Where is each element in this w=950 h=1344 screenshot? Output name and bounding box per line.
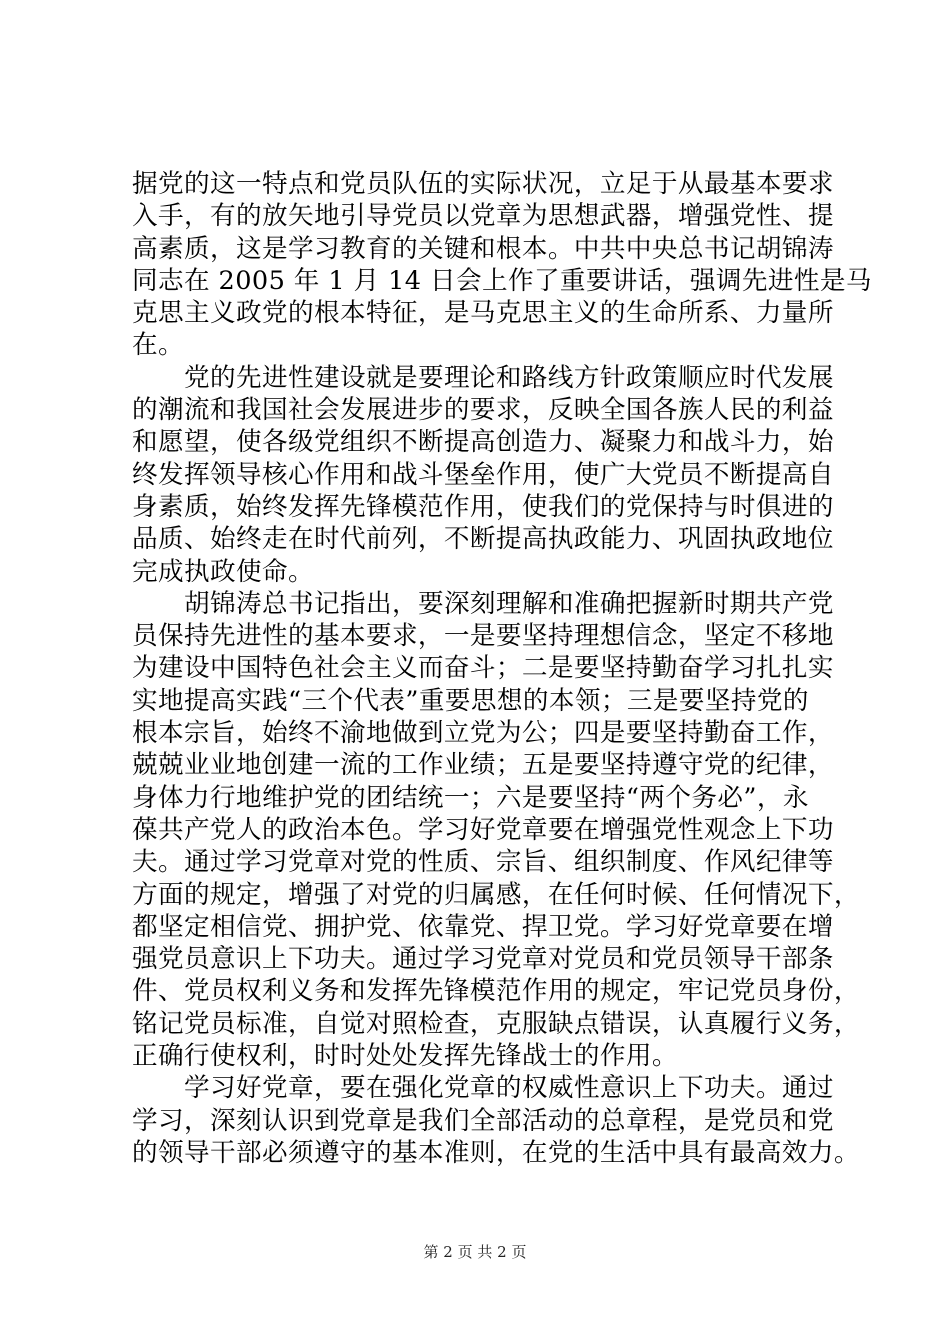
text-line: 在。 — [132, 330, 184, 361]
text-line: 的领导干部必须遵守的基本准则，在党的生活中具有最高效力。 — [132, 1137, 860, 1168]
text-line: 铭记党员标准，自觉对照检查，克服缺点错误，认真履行义务， — [132, 1008, 860, 1039]
text-line: 身素质，始终发挥先锋模范作用，使我们的党保持与时俱进的 — [132, 491, 834, 522]
text-line: 胡锦涛总书记指出，要深刻理解和准确把握新时期共产党 — [184, 588, 834, 619]
text-line: 完成执政使命。 — [132, 556, 314, 587]
text-line: 夫。通过学习党章对党的性质、宗旨、组织制度、作风纪律等 — [132, 847, 834, 878]
text-line: 根本宗旨，始终不渝地做到立党为公；四是要坚持勤奋工作， — [132, 718, 834, 749]
text-line: 件、党员权利义务和发挥先锋模范作用的规定，牢记党员身份， — [132, 976, 860, 1007]
text-line: 学习好党章，要在强化党章的权威性意识上下功夫。通过 — [184, 1073, 834, 1104]
text-line: 身体力行地维护党的团结统一；六是要坚持“两个务必”，永 — [132, 782, 809, 813]
text-line: 都坚定相信党、拥护党、依靠党、捍卫党。学习好党章要在增 — [132, 911, 834, 942]
text-line: 的潮流和我国社会发展进步的要求，反映全国各族人民的利益 — [132, 395, 834, 426]
text-line: 强党员意识上下功夫。通过学习党章对党员和党员领导干部条 — [132, 944, 834, 975]
text-line: 据党的这一特点和党员队伍的实际状况，立足于从最基本要求 — [132, 169, 834, 199]
text-line: 高素质，这是学习教育的关键和根本。中共中央总书记胡锦涛 — [132, 233, 834, 264]
body-text — [132, 168, 872, 1169]
text-line: 实地提高实践“三个代表”重要思想的本领；三是要坚持党的 — [132, 685, 809, 716]
text-line: 品质、始终走在时代前列，不断提高执政能力、巩固执政地位 — [132, 524, 834, 555]
text-line: 方面的规定，增强了对党的归属感，在任何时候、任何情况下， — [132, 879, 860, 910]
text-line: 终发挥领导核心作用和战斗堡垒作用，使广大党员不断提高自 — [132, 459, 834, 490]
text-line: 和愿望，使各级党组织不断提高创造力、凝聚力和战斗力，始 — [132, 427, 834, 458]
text-line: 学习，深刻认识到党章是我们全部活动的总章程，是党员和党 — [132, 1105, 834, 1136]
text-line: 为建设中国特色社会主义而奋斗；二是要坚持勤奋学习扎扎实 — [132, 653, 834, 684]
text-line: 正确行使权利，时时处处发挥先锋战士的作用。 — [132, 1041, 678, 1072]
text-line: 员保持先进性的基本要求，一是要坚持理想信念，坚定不移地 — [132, 621, 834, 652]
text-line: 入手，有的放矢地引导党员以党章为思想武器，增强党性、提 — [132, 201, 834, 232]
text-line: 兢兢业业地创建一流的工作业绩；五是要坚持遵守党的纪律， — [132, 750, 834, 781]
text-line: 同志在 2005 年 1 月 14 日会上作了重要讲话，强调先进性是马 — [132, 265, 872, 296]
text-line: 葆共产党人的政治本色。学习好党章要在增强党性观念上下功 — [132, 814, 834, 845]
page-footer: 第 2 页 共 2 页 — [423, 1243, 527, 1261]
text-line: 克思主义政党的根本特征，是马克思主义的生命所系、力量所 — [132, 298, 834, 329]
text-line: 党的先进性建设就是要理论和路线方针政策顺应时代发展 — [184, 362, 834, 393]
